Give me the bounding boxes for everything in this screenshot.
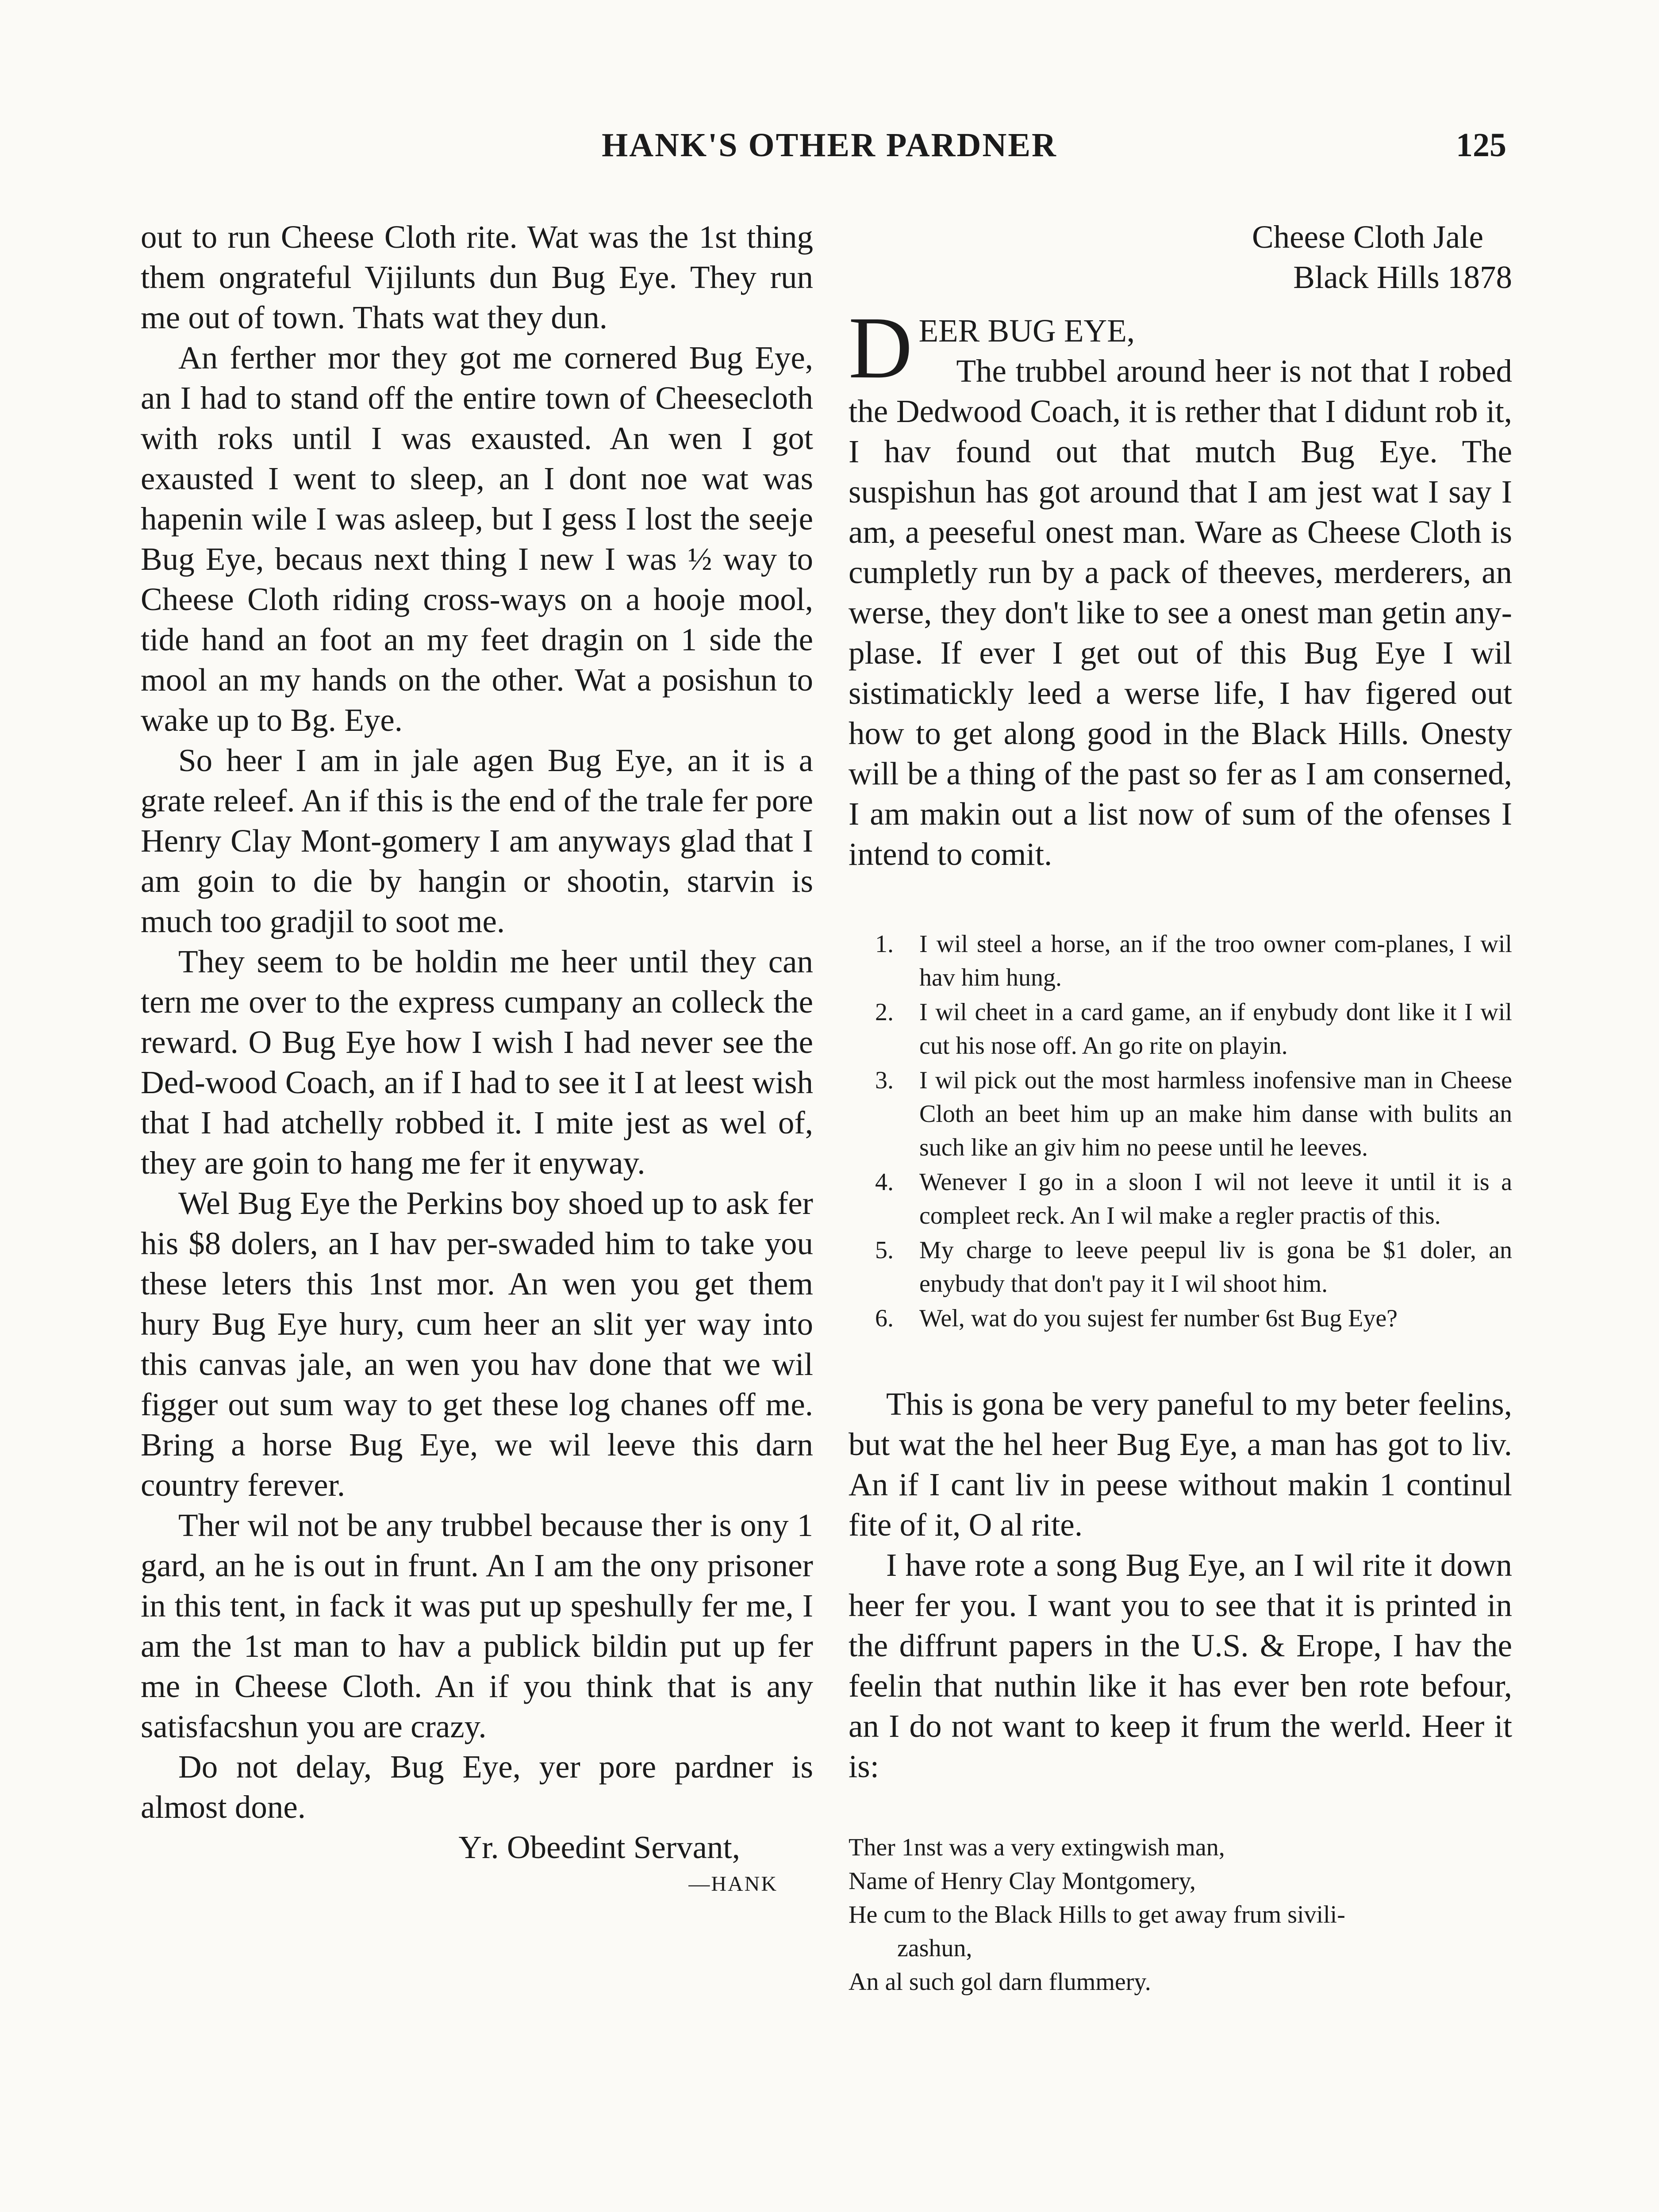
verse-line: He cum to the Black Hills to get away frum sivili- — [849, 1901, 1345, 1928]
verse-line: An al such gol darn flummery. — [849, 1968, 1151, 1996]
body-paragraph: So heer I am in jale agen Bug Eye, an it is a grate releef. An if this is the end of the trale fer pore Henry Clay Mont-gomery I am anyways glad that I am goin to die by hangin or shootin, starvin is much too gradjil to soot me. — [141, 742, 813, 939]
page-number: 125 — [1456, 127, 1506, 164]
list-item — [849, 1064, 1512, 1164]
list-text: I wil steel a horse, an if the troo owner com-planes, I wil hav him hung. — [919, 930, 1512, 991]
verse-line: Ther 1nst was a very extingwish man, — [849, 1834, 1225, 1861]
list-number: 2. — [875, 998, 894, 1026]
body-paragraph: out to run Cheese Cloth rite. Wat was the 1st thing them ongrateful Vijilunts dun Bug Eye. They run me out of town. Thats wat they dun. — [141, 219, 813, 335]
list-text: I wil cheet in a card game, an if enybudy dont like it I wil cut his nose off. An go rite on playin. — [919, 998, 1512, 1060]
left-column — [141, 217, 813, 1896]
list-number: 3. — [875, 1067, 894, 1094]
body-paragraph: Do not delay, Bug Eye, yer pore pardner is almost done. — [141, 1749, 813, 1825]
offense-list — [849, 927, 1512, 1335]
running-head — [0, 126, 1659, 175]
drop-cap: D — [849, 299, 913, 397]
body-paragraph: An ferther mor they got me cornered Bug Eye, an I had to stand off the entire town of Cheesecloth with roks until I was exausted. An wen I got exausted I went to sleep, an I dont noe wat was hapenin wile I was asleep, but I gess I lost the seeje Bug Eye, becaus next thing I new I was ½ way to Cheese Cloth riding cross-ways on a hooje mool, tide hand an foot an my feet dragin on 1 side the mool an my hands on the other. Wat a posishun to wake up to Bg. Eye. — [141, 340, 813, 738]
list-item — [849, 1233, 1512, 1301]
letterhead-date: Black Hills 1878 — [1293, 259, 1512, 295]
body-paragraph: This is gona be very paneful to my beter feelins, but wat the hel heer Bug Eye, a man has got to liv. An if I cant liv in peese without makin 1 continul fite of it, O al rite. — [849, 1386, 1512, 1543]
body-paragraph: They seem to be holdin me heer until they can tern me over to the express cumpany an colleck the reward. O Bug Eye how I wish I had never see the Ded-wood Coach, an if I had to see it I at leest wish that I had atchelly robbed it. I mite jest as wel of, they are goin to hang me fer it enyway. — [141, 944, 813, 1181]
list-text: I wil pick out the most harmless inofensive man in Cheese Cloth an beet him up an make him danse with bulits an such like an giv him no peese until he leeves. — [919, 1067, 1512, 1161]
list-text: Wenever I go in a sloon I wil not leeve it until it is a compleet reck. An I wil make a regler practis of this. — [919, 1168, 1512, 1229]
list-number: 1. — [875, 930, 894, 958]
verse-line: zashun, — [897, 1935, 972, 1962]
list-text: Wel, wat do you sujest fer number 6st Bug Eye? — [919, 1305, 1398, 1332]
body-paragraph: Wel Bug Eye the Perkins boy shoed up to ask fer his $8 dolers, an I hav per-swaded him to take you these leters this 1nst mor. An wen you get them hury Bug Eye hury, cum heer an slit yer way into this canvas jale, an wen you hav done that we wil figger out sum way to get these log chanes off me. Bring a horse Bug Eye, we wil leeve this darn country ferever. — [141, 1185, 813, 1503]
list-text: My charge to leeve peepul liv is gona be $1 doler, an enybudy that don't pay it I wil shoot him. — [919, 1237, 1512, 1298]
letter-signature: —HANK — [688, 1872, 778, 1896]
salutation: EER BUG EYE, — [918, 313, 1135, 349]
body-paragraph: I have rote a song Bug Eye, an I wil rite it down heer fer you. I want you to see that it is printed in the diffrunt papers in the U.S. & Erope, I hav the feelin that nuthin like it has ever ben rote befour, an I do not want to keep it frum the werld. Heer it is: — [849, 1547, 1512, 1784]
running-title: HANK'S OTHER PARDNER — [602, 127, 1057, 164]
list-number: 4. — [875, 1168, 894, 1196]
closing-paragraphs — [849, 1384, 1512, 1786]
right-column — [849, 217, 1512, 1999]
verse-line: Name of Henry Clay Montgomery, — [849, 1867, 1196, 1895]
list-item — [849, 995, 1512, 1063]
letter-opening — [849, 299, 1512, 874]
list-number: 6. — [875, 1305, 894, 1332]
song-verse — [849, 1831, 1512, 1999]
letter-closing: Yr. Obeedint Servant, — [458, 1829, 740, 1865]
body-paragraph: The trubbel around heer is not that I robed the Dedwood Coach, it is rether that I didunt rob it, I hav found out that mutch Bug Eye. The suspishun has got around that I am jest wat I say I am, a peeseful onest man. Ware as Cheese Cloth is cumpletly run by a pack of theeves, merderers, an werse, they don't like to see a onest man getin any-plase. If ever I get out of this Bug Eye I wil sistimatickly leed a werse life, I hav figered out how to get along good in the Black Hills. Onesty will be a thing of the past so fer as I am conserned, I am makin out a list now of sum of the ofenses I intend to comit. — [849, 353, 1512, 872]
list-number: 5. — [875, 1237, 894, 1264]
list-item — [849, 927, 1512, 995]
letterhead-place: Cheese Cloth Jale — [1252, 219, 1483, 255]
list-item — [849, 1302, 1512, 1335]
body-paragraph: Ther wil not be any trubbel because ther is ony 1 gard, an he is out in frunt. An I am the ony prisoner in this tent, in fack it was put up speshully fer me, I am the 1st man to hav a publick bildin put up fer me in Cheese Cloth. An if you think that is any satisfacshun you are crazy. — [141, 1507, 813, 1744]
list-item — [849, 1165, 1512, 1233]
